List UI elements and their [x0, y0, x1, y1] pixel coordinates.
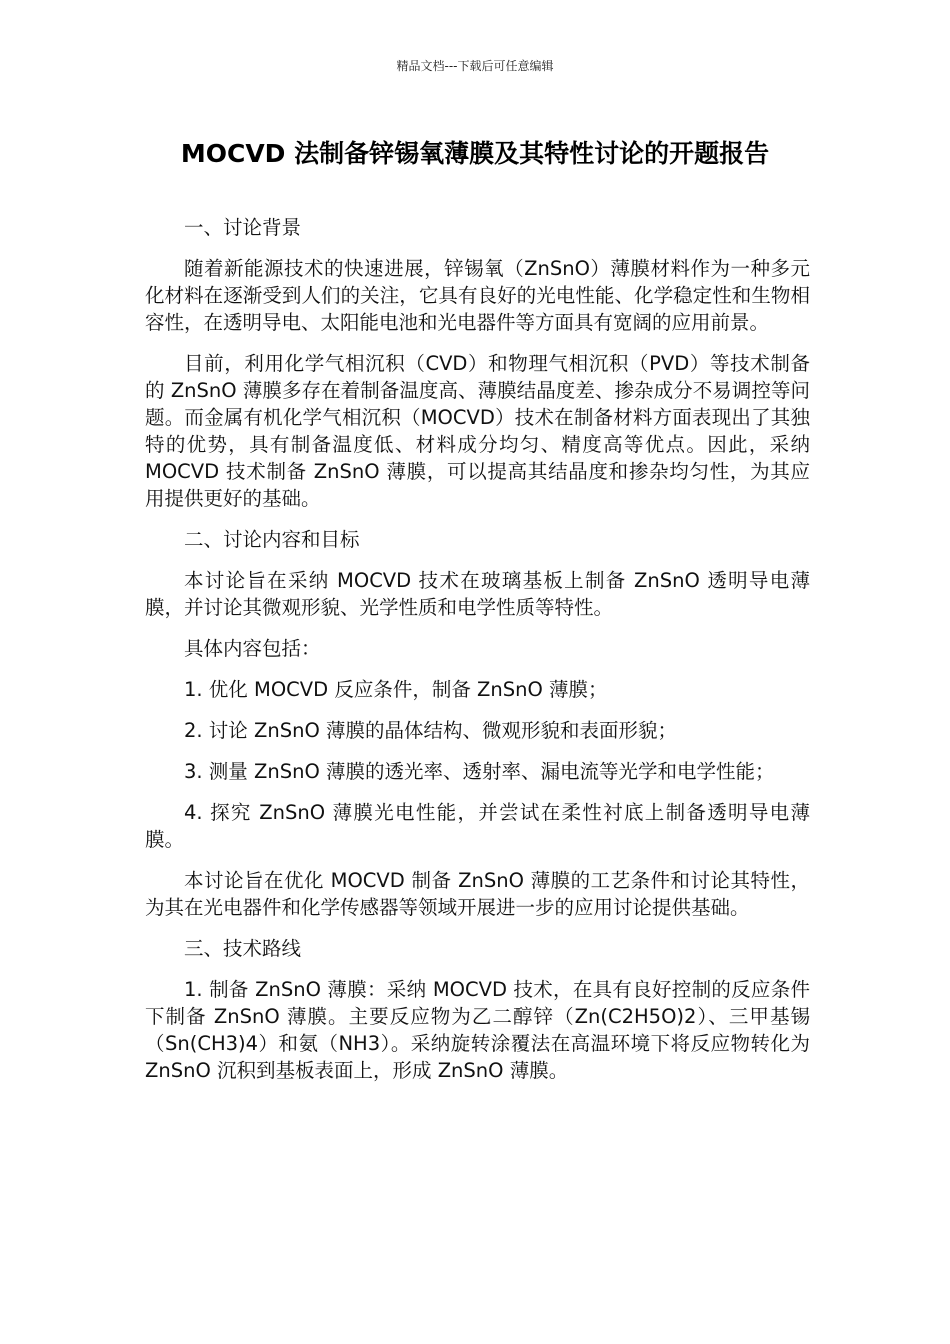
- section-3-heading: 三、技术路线: [184, 937, 302, 960]
- section-1-heading: 一、讨论背景: [184, 216, 302, 239]
- section-2-list-item-1: 1. 优化 MOCVD 反应条件，制备 ZnSnO 薄膜；: [184, 678, 608, 701]
- section-2-list-item-3: 3. 测量 ZnSnO 薄膜的透光率、透射率、漏电流等光学和电学性能；: [184, 760, 775, 783]
- section-2-heading: 二、讨论内容和目标: [184, 528, 360, 551]
- section-3-paragraph-1: 1. 制备 ZnSnO 薄膜：采纳 MOCVD 技术，在具有良好控制的反应条件下制备 ZnSnO 薄膜。主要反应物为乙二醇锌（Zn(C2H5O)2）、三甲基锡（Sn(CH3)4）和氨（NH3）。采纳旋转涂覆法在高温环境下将反应物转化为 ZnSnO 沉积到基板表面上，形成 ZnSnO 薄膜。: [145, 978, 810, 1082]
- section-1-paragraph-2: 目前，利用化学气相沉积（CVD）和物理气相沉积（PVD）等技术制备的 ZnSnO 薄膜多存在着制备温度高、薄膜结晶度差、掺杂成分不易调控等问题。而金属有机化学气相沉积（MOCVD）技术在制备材料方面表现出了其独特的优势，具有制备温度低、材料成分均匀、精度高等优点。因此，采纳 MOCVD 技术制备 ZnSnO 薄膜，可以提高其结晶度和掺杂均匀性，为其应用提供更好的基础。: [145, 352, 810, 510]
- section-2-paragraph-3: 本讨论旨在优化 MOCVD 制备 ZnSnO 薄膜的工艺条件和讨论其特性，为其在光电器件和化学传感器等领域开展进一步的应用讨论提供基础。: [145, 869, 810, 919]
- document-body: [145, 214, 810, 1098]
- section-2-list-item-2: 2. 讨论 ZnSnO 薄膜的晶体结构、微观形貌和表面形貌；: [184, 719, 678, 742]
- section-2-paragraph-2: 具体内容包括：: [184, 637, 321, 660]
- document-title: MOCVD 法制备锌锡氧薄膜及其特性讨论的开题报告: [180, 139, 770, 168]
- page-header: 精品文档---下载后可任意编辑: [396, 59, 554, 73]
- section-2-paragraph-1: 本讨论旨在采纳 MOCVD 技术在玻璃基板上制备 ZnSnO 透明导电薄膜，并讨论其微观形貌、光学性质和电学性质等特性。: [145, 569, 810, 619]
- section-2-list-item-4: 4. 探究 ZnSnO 薄膜光电性能，并尝试在柔性衬底上制备透明导电薄膜。: [145, 801, 810, 851]
- section-1-paragraph-1: 随着新能源技术的快速进展，锌锡氧（ZnSnO）薄膜材料作为一种多元化材料在逐渐受到人们的关注，它具有良好的光电性能、化学稳定性和生物相容性，在透明导电、太阳能电池和光电器件等方面具有宽阔的应用前景。: [145, 257, 810, 334]
